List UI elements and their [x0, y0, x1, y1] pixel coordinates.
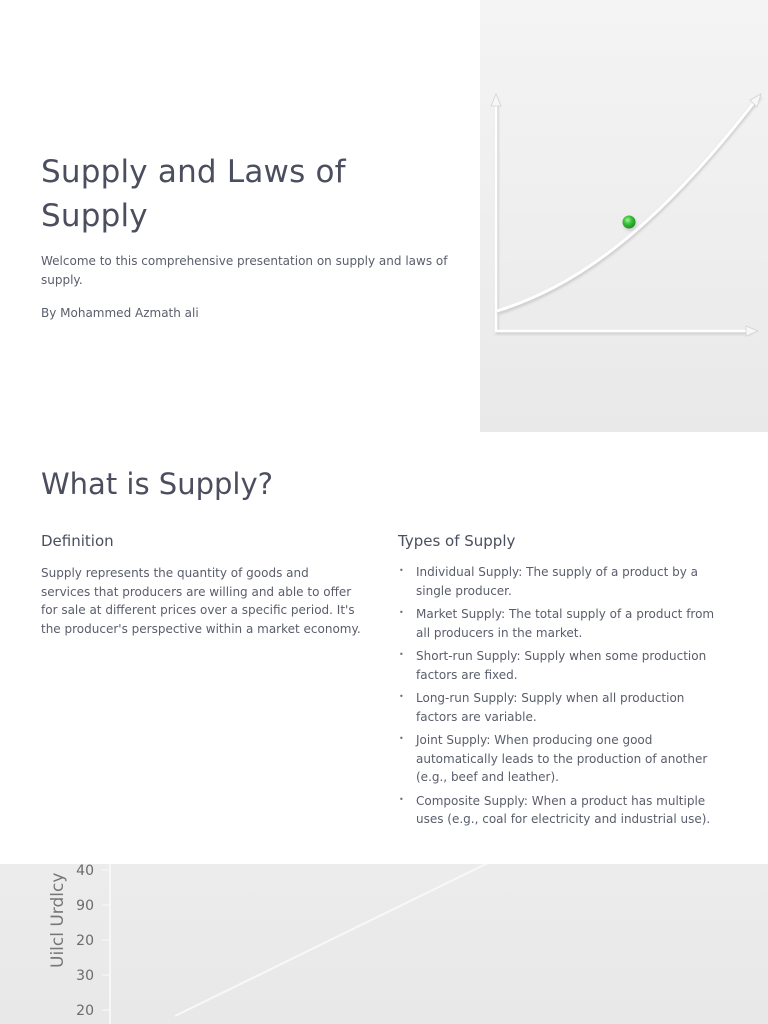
- bullet-icon: •: [399, 608, 404, 617]
- definition-heading: Definition: [41, 532, 114, 550]
- list-item-text: Short-run Supply: Supply when some production factors are fixed.: [416, 649, 707, 682]
- y-tick-label: 20: [76, 933, 94, 949]
- definition-column: [41, 530, 361, 638]
- types-column: [398, 530, 728, 834]
- y-tick-label: 90: [76, 898, 94, 914]
- title-slide: [0, 0, 768, 432]
- series-line: [175, 864, 490, 1016]
- bullet-icon: •: [399, 566, 404, 575]
- list-item: [398, 689, 728, 726]
- bullet-icon: •: [399, 734, 404, 743]
- supply-curve-illustration: [480, 0, 768, 432]
- presentation-subtitle: Welcome to this comprehensive presentation on supply and laws of supply.: [41, 254, 448, 287]
- y-tick-label: 40: [76, 864, 94, 879]
- bullet-icon: •: [399, 692, 404, 701]
- supply-chart-image: [0, 864, 768, 1024]
- supply-curve: [497, 96, 759, 311]
- list-item: [398, 563, 728, 600]
- y-tick-label: 20: [76, 1003, 94, 1019]
- list-item: [398, 731, 728, 787]
- list-item-text: Market Supply: The total supply of a product from all producers in the market.: [416, 607, 715, 640]
- types-list: [398, 563, 728, 829]
- supply-chart: [0, 864, 768, 1024]
- y-axis-arrow-icon: [491, 94, 501, 106]
- list-item: [398, 605, 728, 642]
- list-item-text: Composite Supply: When a product has multiple uses (e.g., coal for electricity and industrial use).: [416, 793, 711, 826]
- y-tick-labels: [76, 864, 110, 1019]
- presentation-title: Supply and Laws of Supply: [41, 154, 346, 234]
- list-item-text: Long-run Supply: Supply when all production factors are variable.: [416, 691, 685, 724]
- y-tick-label: 30: [76, 968, 94, 984]
- list-item: [398, 647, 728, 684]
- list-item: [398, 792, 728, 829]
- y-axis-label: Uilcl Urdlcy: [48, 872, 68, 968]
- title-block: [41, 150, 451, 323]
- presentation-author: By Mohammed Azmath ali: [41, 306, 199, 320]
- list-item-text: Individual Supply: The supply of a product by a single producer.: [416, 565, 699, 598]
- list-item-text: Joint Supply: When producing one good automatically leads to the production of another (e.g., beef and leather).: [416, 733, 708, 784]
- types-heading: Types of Supply: [398, 532, 516, 550]
- supply-curve-icon: [480, 0, 768, 432]
- bullet-icon: •: [399, 650, 404, 659]
- what-is-supply-slide: [0, 432, 768, 864]
- bullet-icon: •: [399, 794, 404, 804]
- equilibrium-point-icon: [623, 216, 636, 229]
- definition-text: Supply represents the quantity of goods and services that producers are willing and able to offer for sale at different prices over a specific period. It's the producer's perspective within a market economy.: [41, 566, 361, 636]
- section-title: What is Supply?: [41, 467, 274, 501]
